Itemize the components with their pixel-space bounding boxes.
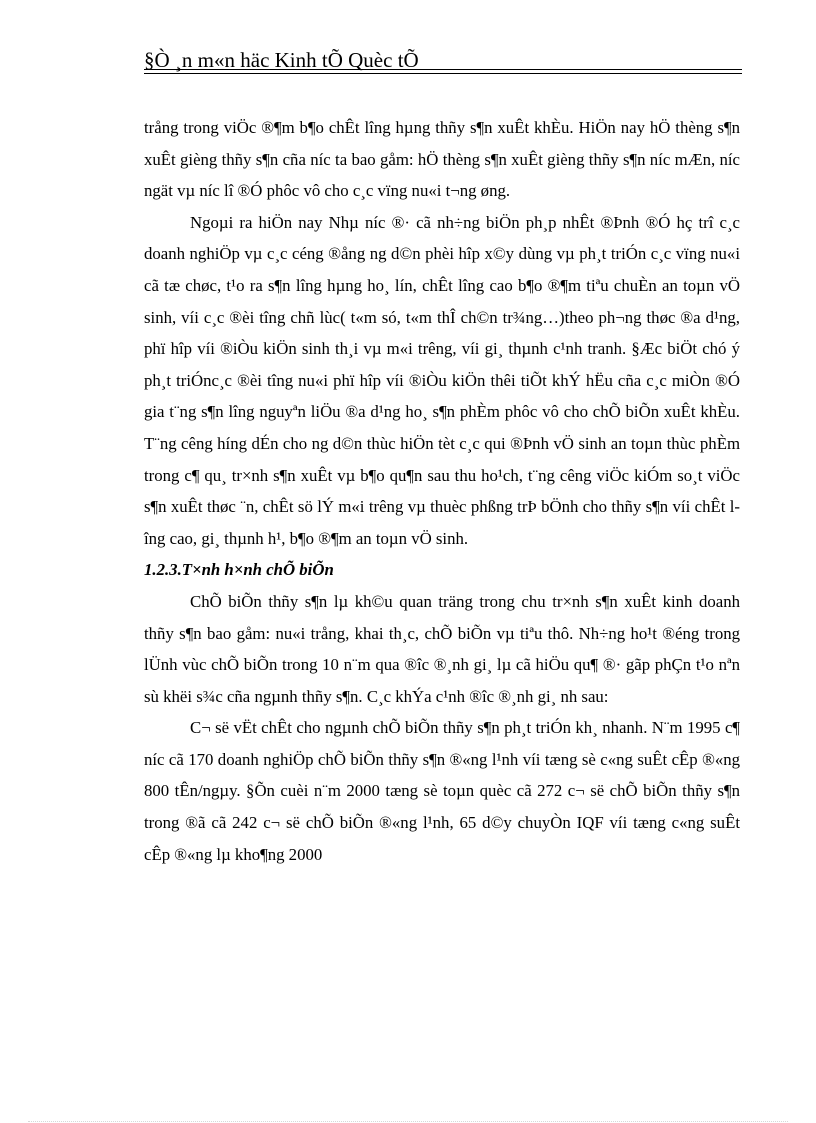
header-rule-thin bbox=[144, 73, 742, 74]
paragraph: ChÕ biÕn thñy s¶n lµ kh©u quan träng trong chu tr×nh s¶n xuÊt kinh doanh thñy s¶n bao gåm: nu«i trång, khai th¸c, chÕ biÕn vµ tiªu thô. Nh÷ng ho¹t ®éng trong lÜnh vùc chÕ biÕn trong 10 n¨m qua ®îc ®¸nh gi¸ lµ cã hiÖu qu¶ ®· gãp phÇn t¹o nªn sù khëi s¾c cña ngµnh thñy s¶n. C¸c khÝa c¹nh ®îc ®¸nh gi¸ nh sau: bbox=[144, 591, 740, 706]
page-header bbox=[144, 46, 744, 74]
page-bottom-border bbox=[28, 1121, 788, 1122]
paragraph: Ngoµi ra hiÖn nay Nhµ níc ®· cã nh÷ng biÖn ph¸p nhÊt ®Þnh ®Ó hç trî c¸c doanh nghiÖp vµ c¸c céng ®ång ng d©n phèi hîp x©y dùng vµ ph¸t triÓn c¸c vïng nu«i cã tæ chøc, t¹o ra s¶n lîng hµng ho¸ lín, chÊt lîng cao b¶o ®¶m tiªu chuÈn an toµn vÖ sinh, víi c¸c ®èi tîng chñ lùc( t«m só, t«m thÎ ch©n tr¾ng…)theo ph¬ng thøc ®a d¹ng, phï hîp víi ®iÒu kiÖn sinh th¸i vµ m«i trêng, víi gi¸ thµnh c¹nh tranh. §Æc biÖt chó ý ph¸t triÓnc¸c ®èi tîng nu«i phï hîp víi ®iÒu kiÖn thêi tiÕt khÝ hËu cña c¸c miÒn ®Ó gia t¨ng s¶n lîng nguyªn liÖu ®a d¹ng ho¸ s¶n phÈm phôc vô cho chÕ biÕn xuÊt khÈu. T¨ng cêng híng dÉn cho ng d©n thùc hiÖn tèt c¸c qui ®Þnh vÖ sinh an toµn thùc phÈm trong c¶ qu¸ tr×nh s¶n xuÊt vµ b¶o qu¶n sau thu ho¹ch, t¨ng cêng viÖc kiÓm so¸t viÖc s¶n xuÊt thøc ¨n, chÊt sö lÝ m«i trêng vµ thuèc phßng trÞ bÖnh cho thñy s¶n víi chÊt lîng cao, gi¸ thµnh h¹, b¶o ®¶m an toµn vÖ sinh. bbox=[144, 212, 740, 548]
section-heading: 1.2.3.T×nh h×nh chÕ biÕn bbox=[144, 560, 334, 580]
paragraph: trång trong viÖc ®¶m b¶o chÊt lîng hµng thñy s¶n xuÊt khÈu. HiÖn nay hÖ thèng s¶n xuÊt gièng thñy s¶n cña níc ta bao gåm: hÖ thèng s¶n xuÊt gièng thñy s¶n níc mÆn, níc ngät vµ níc lî ®Ó phôc vô cho c¸c vïng nu«i t¬ng øng. bbox=[144, 118, 740, 201]
paragraph: C¬ së vËt chÊt cho ngµnh chÕ biÕn thñy s¶n ph¸t triÓn kh¸ nhanh. N¨m 1995 c¶ níc cã 170 doanh nghiÖp chÕ biÕn thñy s¶n ®«ng l¹nh víi tæng sè c«ng suÊt cÊp ®«ng 800 tÊn/ngµy. §Õn cuèi n¨m 2000 tæng sè toµn quèc cã 272 c¬ së chÕ biÕn thñy s¶n trong ®ã cã 242 c¬ së chÕ biÕn ®«ng l¹nh, 65 d©y chuyÒn IQF víi tæng c«ng suÊt cÊp ®«ng lµ kho¶ng 2000 bbox=[144, 718, 740, 864]
body-text bbox=[144, 112, 740, 870]
header-title: §Ò ¸n m«n häc Kinh tÕ Quèc tÕ bbox=[144, 48, 419, 72]
header-rule bbox=[144, 69, 742, 70]
